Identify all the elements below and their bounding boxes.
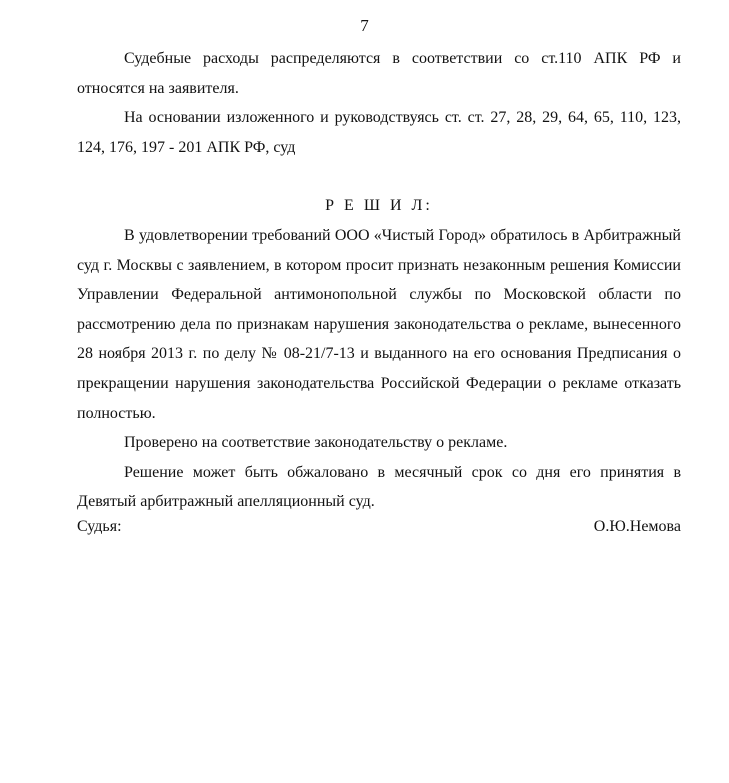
paragraph-appeal: Решение может быть обжаловано в месячный срок со дня его принятия в Девятый арбитражный апелляционный суд. (77, 463, 681, 511)
signature-block (77, 512, 681, 541)
paragraph-decision: В удовлетворении требований ООО «Чистый Город» обратилось в Арбитражный суд г. Москвы с заявлением, в котором просит признать незаконным решения Комиссии Управлении Федеральной антимонопольной службы по Московской области по рассмотрению дела по признакам нарушения законодательства о рекламе, вынесенного 28 ноября 2013 г. по делу № 08-21/7-13 и выданного на его основания Предписания о прекращении нарушения законодательства Российской Федерации о рекламе отказать полностью. (77, 226, 681, 422)
document-body (77, 44, 681, 517)
judge-name: О.Ю.Немова (593, 518, 681, 535)
decision-heading: Р Е Ш И Л: (325, 197, 433, 215)
paragraph-verified: Проверено на соответствие законодательству о рекламе. (124, 434, 508, 452)
page-number: 7 (360, 16, 369, 35)
judge-label: Судья: (77, 518, 122, 535)
paragraph-legal-basis: На основании изложенного и руководствуясь ст. ст. 27, 28, 29, 64, 65, 110, 123, 124, 176, 197 - 201 АПК РФ, суд (77, 109, 681, 156)
paragraph-court-costs: Судебные расходы распределяются в соответствии со ст.110 АПК РФ и относятся на заявителя. (77, 50, 681, 97)
